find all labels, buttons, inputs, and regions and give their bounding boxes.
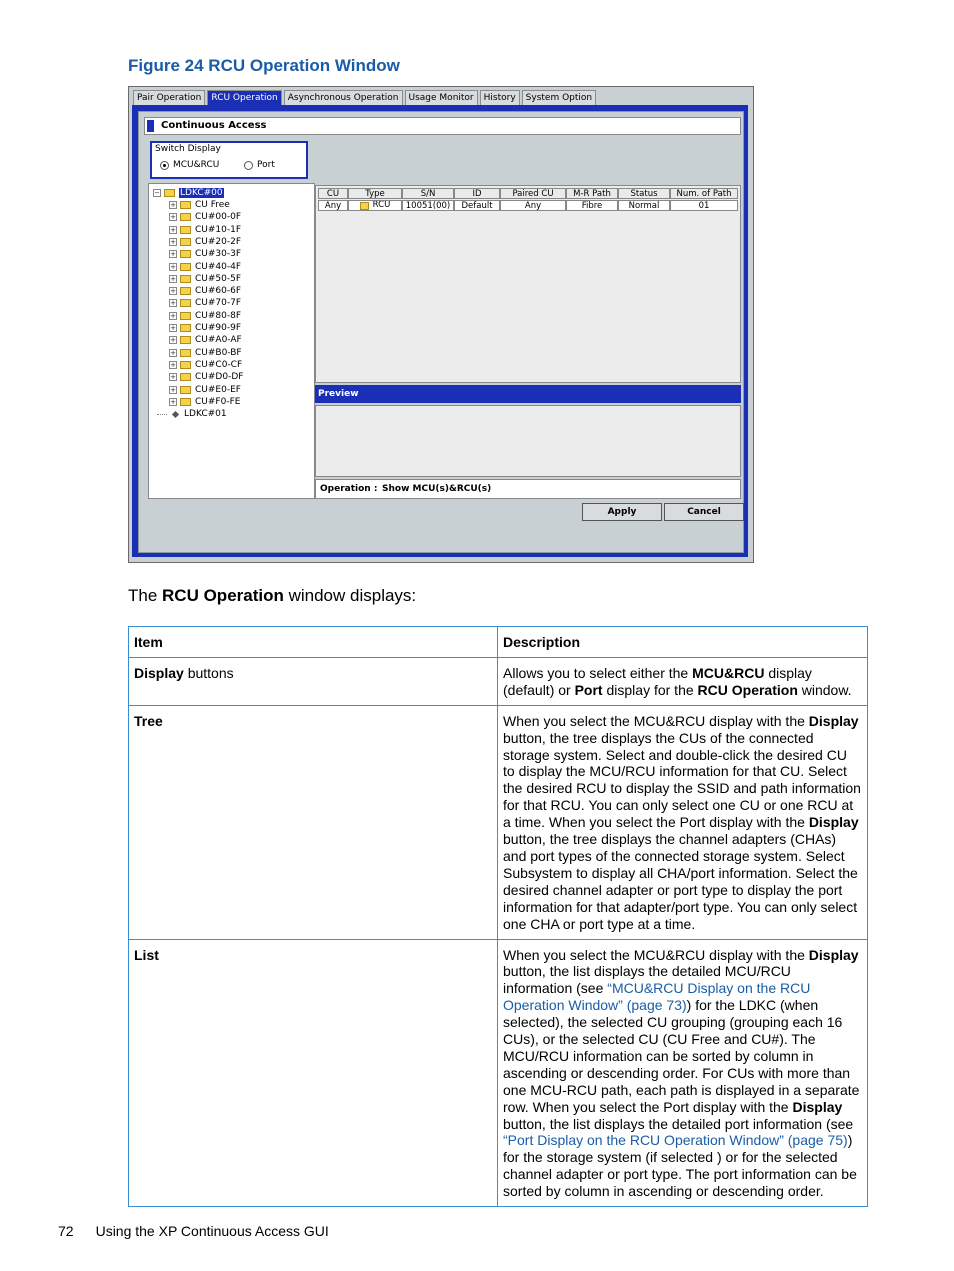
tab-usage-monitor[interactable]: Usage Monitor	[405, 90, 478, 106]
cancel-button[interactable]: Cancel	[664, 503, 744, 521]
tab-asynchronous-operation[interactable]: Asynchronous Operation	[284, 90, 403, 106]
radio-selected-icon[interactable]	[160, 161, 169, 170]
tab-pair-operation[interactable]: Pair Operation	[133, 90, 205, 106]
folder-icon	[180, 336, 191, 344]
tree-second-root-label[interactable]: LDKC#01	[184, 409, 227, 419]
radio-mcu-rcu[interactable]	[160, 160, 219, 170]
table-header-row	[129, 627, 868, 658]
expand-icon[interactable]: +	[170, 225, 176, 234]
list-header	[318, 188, 738, 199]
node-icon	[172, 410, 179, 417]
folder-icon	[180, 226, 191, 234]
tree-node-label[interactable]: CU#50-5F	[195, 273, 242, 284]
table-cell: Normal	[618, 200, 670, 211]
description-cell: When you select the MCU&RCU display with the Display button, the tree displays the CUs of the connected storage system. Select and double-click the desired CU to display the MCU/RCU information for that CU. Select the desired RCU to display the SSID and path information for that RCU. You can only select one CU or one RCU at a time. When you select the Port display with the Display button, the tree displays the channel adapters (CHAs) and port types of the connected storage system. Select Subsystem to display all CHA/port information. Select the desired channel adapter or port type to display the port information for that adapter/port type. You can only select one CHA or port type at a time.	[498, 705, 868, 939]
item-cell	[129, 657, 498, 705]
folder-icon	[180, 201, 191, 209]
folder-icon	[180, 213, 191, 221]
window-content	[138, 111, 744, 553]
item-bold: Tree	[134, 712, 163, 729]
table-cell: Default	[454, 200, 500, 211]
section-marker-icon	[147, 120, 154, 132]
tree-node[interactable]	[169, 371, 243, 383]
radio-mcu-rcu-label: MCU&RCU	[173, 160, 220, 170]
folder-icon	[180, 398, 191, 406]
expand-icon[interactable]: +	[170, 385, 176, 394]
expand-icon[interactable]: +	[170, 287, 176, 296]
expand-icon[interactable]: +	[170, 299, 176, 308]
preview-area	[315, 405, 741, 477]
tree-node[interactable]	[169, 359, 242, 371]
tab-rcu-operation[interactable]: RCU Operation	[207, 90, 281, 106]
column-header[interactable]: M-R Path	[566, 188, 618, 199]
tree-node-label[interactable]: CU#30-3F	[195, 249, 242, 260]
section-header	[144, 117, 741, 135]
tree-node-label[interactable]: CU#D0-DF	[195, 372, 244, 383]
expand-icon[interactable]: +	[170, 324, 176, 332]
tree-node-label[interactable]: CU#A0-AF	[195, 335, 242, 346]
footer-title: Using the XP Continuous Access GUI	[95, 1223, 329, 1239]
tab-bar	[133, 90, 598, 106]
section-title: Continuous Access	[161, 120, 267, 131]
tree-node[interactable]	[169, 224, 241, 236]
tree-node-label[interactable]: CU#B0-BF	[195, 347, 242, 358]
description-cell: When you select the MCU&RCU display with the Display button, the list displays the detailed MCU/RCU information (see “MCU&RCU Display on the RCU Operation Window” (page 73)) for the LDKC (when selected), the selected CU grouping (grouping each 16 CUs), or the selected CU (CU Free and CU#). The MCU/RCU information can be sorted by column in ascending or descending order. For CUs with more than one MCU-RCU path, each path is displayed in a separate row. When you select the Port display with the Display button, the list displays the detailed port information (see “Port Display on the RCU Operation Window” (page 75)) for the storage system (if selected ) or for the selected channel adapter or port type. The port information can be sorted by column in ascending or descending order.	[498, 939, 868, 1207]
item-cell	[129, 705, 498, 939]
tree-node-label[interactable]: CU#C0-CF	[195, 359, 243, 370]
operation-label: Operation :	[320, 484, 378, 494]
folder-icon	[180, 349, 191, 357]
folder-icon	[180, 386, 191, 394]
table-cell: Fibre	[566, 200, 618, 211]
expand-icon[interactable]: +	[170, 274, 176, 283]
description-table	[128, 626, 868, 1207]
folder-icon	[180, 373, 191, 381]
expand-icon[interactable]: +	[170, 348, 176, 357]
tree-node-label[interactable]: CU#40-4F	[195, 261, 242, 272]
tree-node[interactable]	[169, 310, 241, 322]
column-header[interactable]: CU	[318, 188, 348, 199]
radio-port-label: Port	[257, 160, 275, 170]
cu-tree[interactable]	[148, 183, 315, 499]
expand-icon[interactable]: +	[170, 262, 176, 271]
tree-node-label[interactable]: CU Free	[195, 200, 230, 210]
tree-second-root[interactable]	[157, 408, 227, 420]
table-row	[129, 657, 868, 705]
column-header[interactable]: Num. of Path	[670, 188, 738, 199]
switch-display-legend: Switch Display	[155, 144, 221, 154]
item-rest: buttons	[183, 664, 234, 681]
table-cell: 10051(00)	[402, 200, 454, 211]
expand-icon[interactable]: +	[170, 250, 176, 259]
table-row	[129, 939, 868, 1207]
folder-icon	[180, 299, 191, 307]
tree-node-label[interactable]: CU#00-0F	[195, 212, 242, 223]
tree-node-label[interactable]: CU#F0-FE	[195, 396, 241, 407]
page-footer	[58, 1223, 329, 1239]
tab-system-option[interactable]: System Option	[522, 90, 596, 106]
tree-node[interactable]	[169, 199, 230, 211]
item-cell	[129, 939, 498, 1207]
expand-icon[interactable]: +	[170, 373, 176, 382]
intro-text	[128, 586, 416, 606]
tree-node[interactable]	[169, 334, 242, 346]
operation-status	[315, 479, 741, 499]
folder-icon	[180, 324, 191, 332]
folder-icon	[180, 287, 191, 295]
tree-node[interactable]	[169, 396, 240, 408]
window-frame	[132, 105, 748, 557]
intro-suffix: window displays:	[283, 586, 417, 605]
folder-icon	[180, 263, 191, 271]
expand-icon[interactable]: +	[170, 237, 176, 246]
preview-header: Preview	[315, 385, 741, 403]
tree-node[interactable]	[169, 347, 242, 359]
folder-icon	[180, 361, 191, 369]
folder-icon	[180, 275, 191, 283]
tree-node[interactable]	[169, 273, 241, 285]
expand-icon[interactable]: +	[170, 360, 176, 369]
column-header[interactable]: Type	[348, 188, 402, 199]
tree-node-label[interactable]: CU#60-6F	[195, 286, 242, 297]
switch-display-group	[150, 141, 308, 179]
tree-node-label[interactable]: CU#20-2F	[195, 236, 242, 247]
link-mcu-rcu-display[interactable]: “MCU&RCU Display on the RCU Operation Window” (page 73)	[503, 980, 811, 1014]
header-item: Item	[129, 627, 498, 658]
tree-node[interactable]	[169, 248, 241, 260]
table-cell: 01	[670, 200, 738, 211]
tree-node[interactable]	[169, 211, 241, 223]
column-header[interactable]: Paired CU	[500, 188, 566, 199]
tree-node-label[interactable]: CU#70-7F	[195, 298, 242, 309]
intro-prefix: The	[128, 586, 163, 605]
tree-node[interactable]	[169, 236, 241, 248]
header-description: Description	[498, 627, 868, 658]
expand-icon[interactable]: +	[170, 201, 176, 209]
figure-caption: Figure 24 RCU Operation Window	[128, 56, 400, 75]
table-cell	[348, 200, 402, 211]
item-bold: Display	[134, 664, 184, 681]
table-row[interactable]	[318, 200, 738, 211]
tab-history[interactable]: History	[480, 90, 520, 106]
intro-bold: RCU Operation	[162, 586, 284, 605]
tree-node[interactable]	[169, 322, 241, 334]
collapse-icon[interactable]: −	[154, 189, 160, 197]
table-cell: Any	[318, 200, 348, 211]
tree-root-label[interactable]: LDKC#00	[180, 188, 223, 198]
rcu-operation-window	[128, 86, 754, 563]
table-cell: Any	[500, 200, 566, 211]
folder-icon	[180, 312, 191, 320]
tree-node[interactable]	[169, 384, 241, 396]
tree-node-label[interactable]: CU#90-9F	[195, 323, 242, 333]
table-cell-text: RCU	[372, 200, 391, 210]
description-cell: Allows you to select either the MCU&RCU display (default) or Port display for the RCU Operation window.	[498, 657, 868, 705]
link-port-display[interactable]: “Port Display on the RCU Operation Window” (page 75)	[503, 1132, 848, 1149]
folder-icon	[180, 250, 191, 258]
item-bold: List	[134, 946, 159, 963]
radio-port[interactable]	[244, 160, 275, 170]
expand-icon[interactable]: +	[170, 213, 176, 222]
column-header[interactable]: S/N	[402, 188, 454, 199]
tree-node[interactable]	[169, 285, 241, 297]
radio-unselected-icon[interactable]	[244, 161, 253, 170]
expand-icon[interactable]: +	[170, 336, 176, 345]
operation-value: Show MCU(s)&RCU(s)	[382, 484, 492, 494]
folder-icon	[164, 189, 175, 197]
apply-button[interactable]: Apply	[582, 503, 662, 521]
rcu-list[interactable]	[315, 185, 741, 383]
page-number: 72	[58, 1223, 74, 1239]
tree-node-label[interactable]: CU#80-8F	[195, 310, 242, 321]
table-row	[129, 705, 868, 939]
tree-node[interactable]	[169, 297, 241, 309]
expand-icon[interactable]: +	[170, 311, 176, 320]
tree-node[interactable]	[169, 261, 241, 273]
tree-root[interactable]	[153, 187, 224, 199]
tree-node-label[interactable]: CU#E0-EF	[195, 384, 241, 395]
column-header[interactable]: ID	[454, 188, 500, 199]
column-header[interactable]: Status	[618, 188, 670, 199]
expand-icon[interactable]: +	[170, 397, 176, 406]
folder-icon	[180, 238, 191, 246]
tree-node-label[interactable]: CU#10-1F	[195, 224, 242, 235]
rcu-icon	[360, 202, 369, 210]
